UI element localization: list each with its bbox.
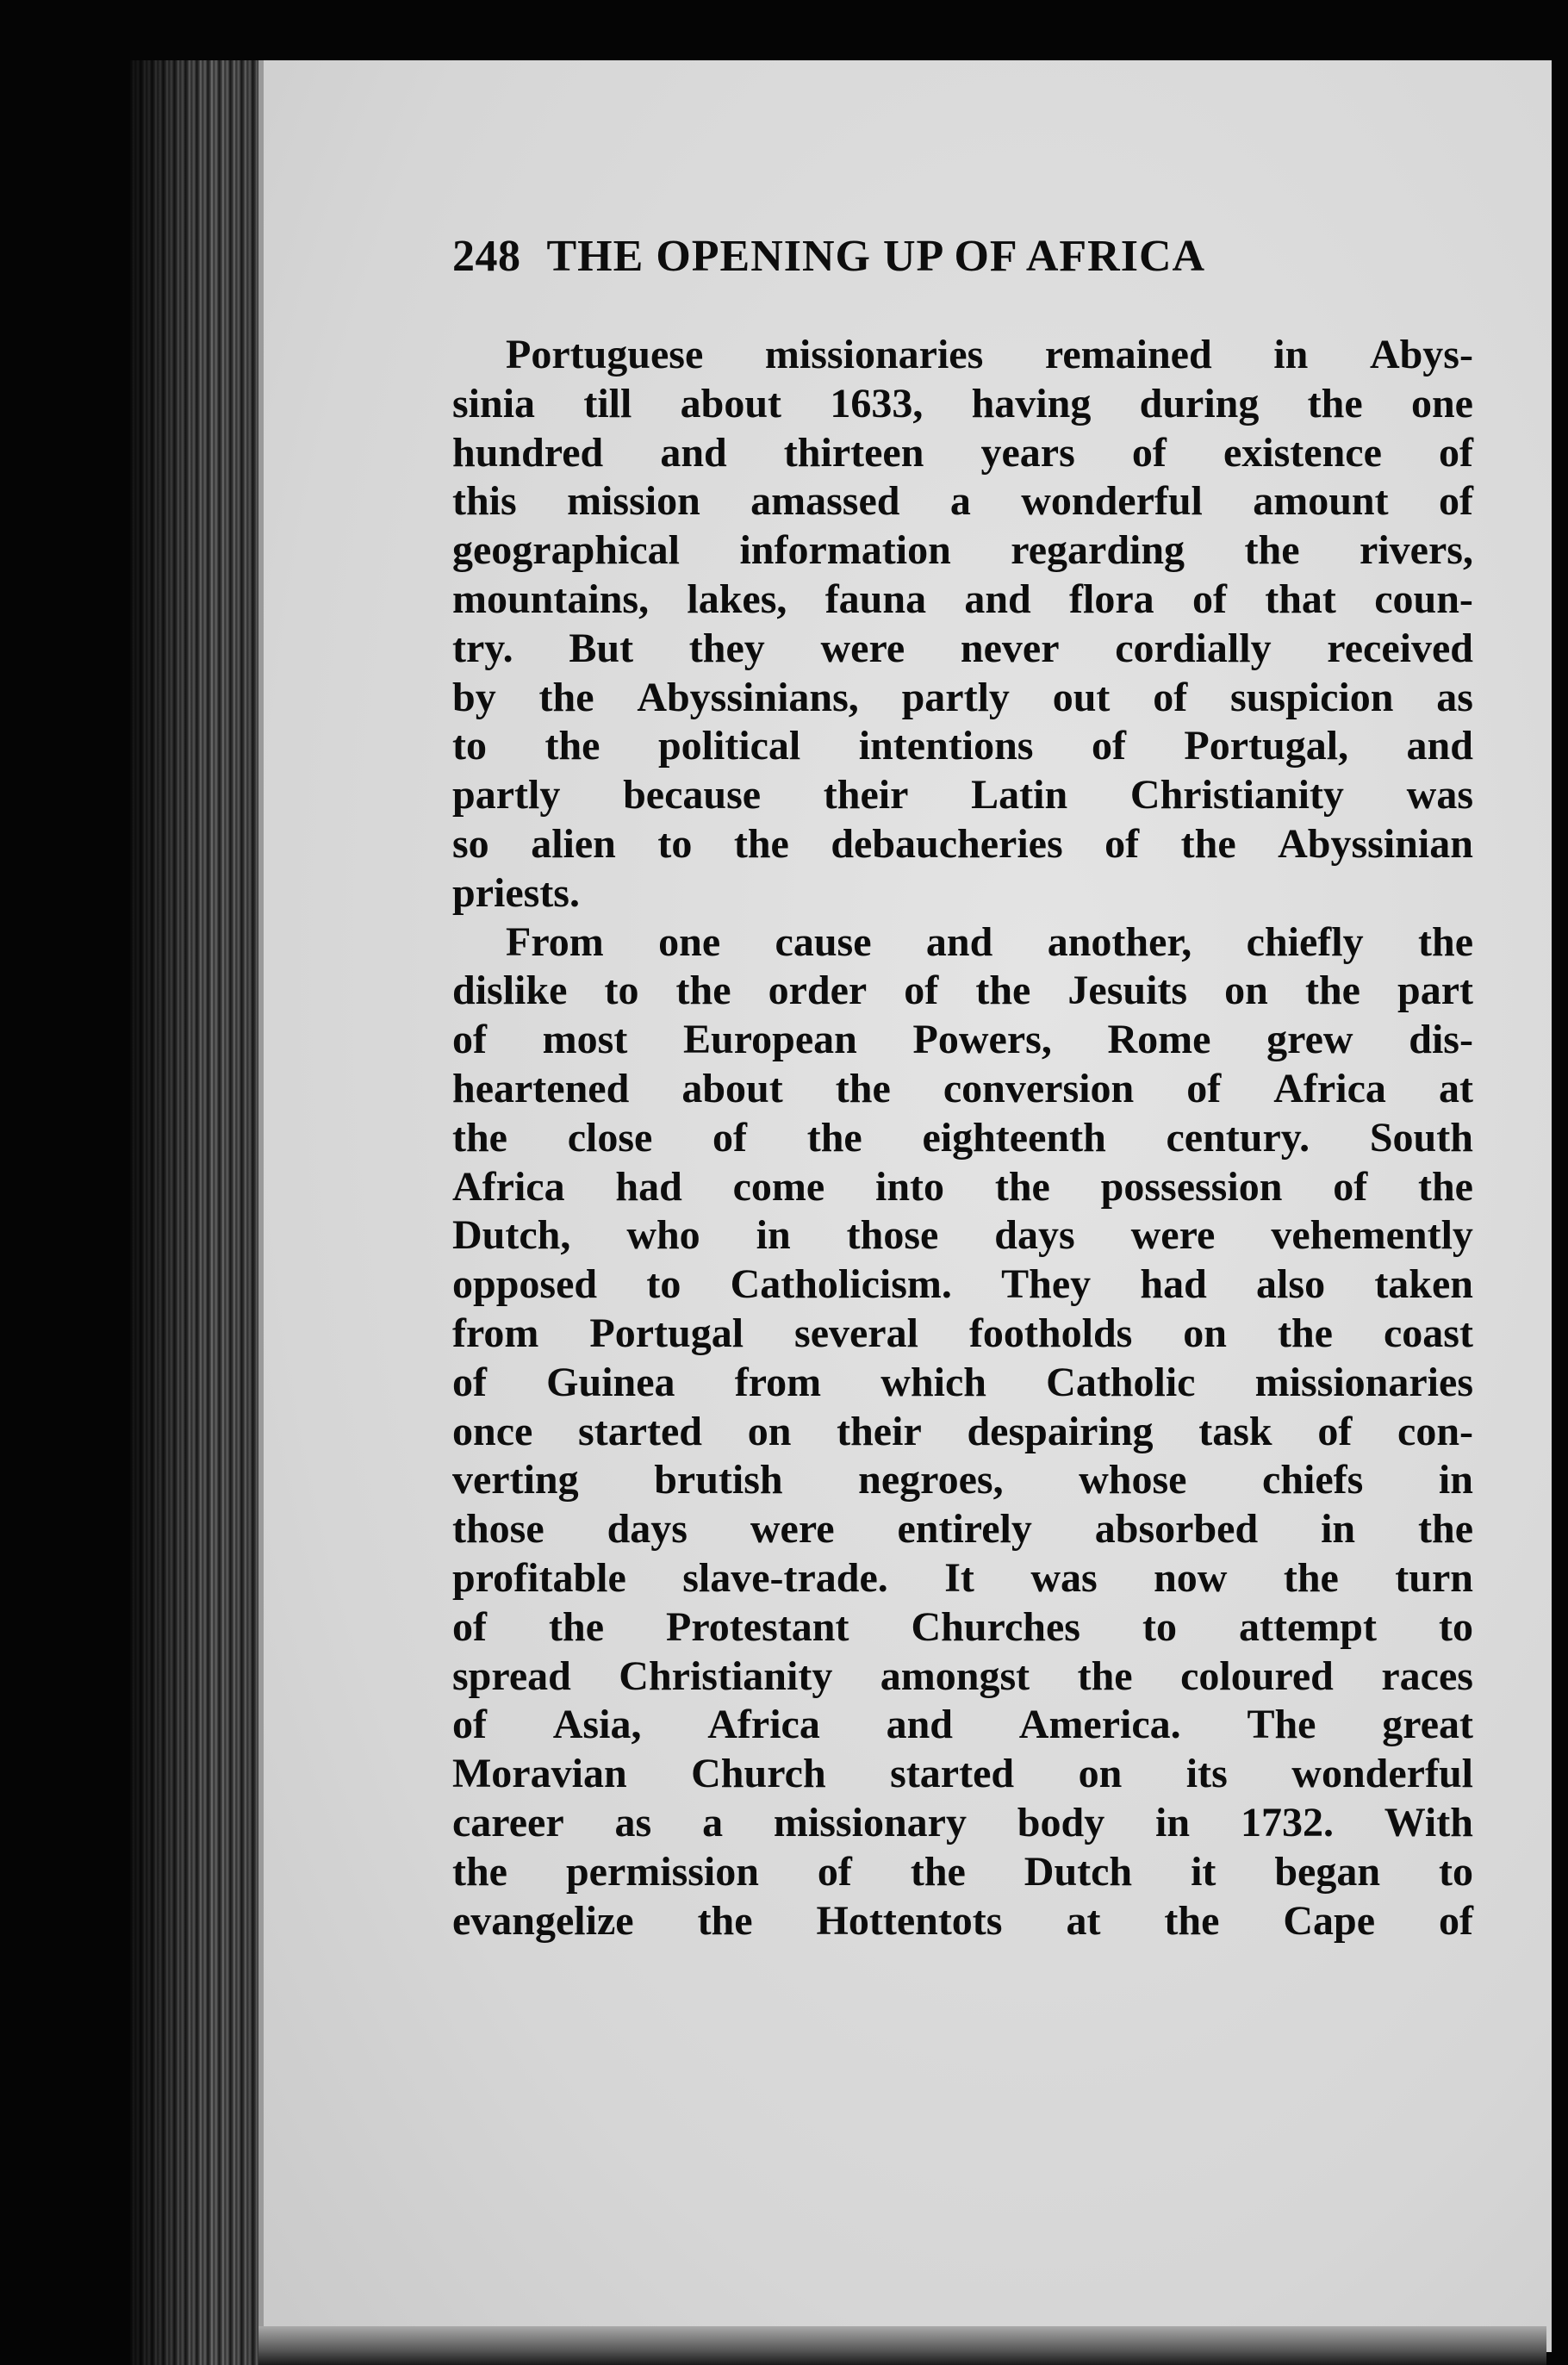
text-line: the permission of the Dutch it began to [452, 1848, 1473, 1895]
text-line: opposed to Catholicism. They had also taken [452, 1261, 1473, 1308]
running-title: THE OPENING UP OF AFRICA [546, 232, 1206, 281]
text-line: of the Protestant Churches to attempt to [452, 1603, 1473, 1650]
page-text-block [452, 222, 1473, 1945]
text-line: of Asia, Africa and America. The great [452, 1702, 1473, 1748]
text-line: Dutch, who in those days were vehemently [452, 1212, 1473, 1259]
binding-shadow [129, 60, 267, 2365]
text-line: once started on their despairing task of con- [452, 1408, 1473, 1454]
text-line: the close of the eighteenth century. South [452, 1114, 1473, 1161]
text-line: spread Christianity amongst the coloured races [452, 1652, 1473, 1699]
text-line: sinia till about 1633, having during the one [452, 380, 1473, 426]
body-text [452, 331, 1473, 1945]
page-bottom-edge [258, 2326, 1546, 2365]
text-line: this mission amassed a wonderful amount of [452, 478, 1473, 525]
text-line: Portuguese missionaries remained in Abys- [506, 332, 1473, 377]
text-line: heartened about the conversion of Africa at [452, 1065, 1473, 1111]
text-line: to the political intentions of Portugal, and [452, 723, 1473, 769]
text-line: of most European Powers, Rome grew dis- [452, 1017, 1473, 1063]
text-line: from Portugal several footholds on the coast [452, 1310, 1473, 1356]
text-line: From one cause and another, chiefly the [506, 918, 1473, 965]
text-line: so alien to the debaucheries of the Abyssinian [452, 820, 1473, 867]
text-line: mountains, lakes, fauna and flora of that coun- [452, 576, 1473, 622]
text-line: of Guinea from which Catholic missionaries [452, 1359, 1473, 1405]
text-line: by the Abyssinians, partly out of suspicion as [452, 674, 1473, 720]
text-line: evangelize the Hottentots at the Cape of [452, 1897, 1473, 1944]
running-head [452, 222, 1473, 291]
paragraph [452, 331, 1473, 918]
text-line: try. But they were never cordially received [452, 625, 1473, 671]
text-line: those days were entirely absorbed in the [452, 1506, 1473, 1553]
text-line: career as a missionary body in 1732. With [452, 1799, 1473, 1845]
text-line: geographical information regarding the rivers, [452, 527, 1473, 574]
text-line: verting brutish negroes, whose chiefs in [452, 1457, 1473, 1503]
text-line: dislike to the order of the Jesuits on the part [452, 968, 1473, 1014]
page-number: 248 [452, 232, 521, 281]
text-line: Africa had come into the possession of the [452, 1163, 1473, 1210]
text-line: profitable slave-trade. It was now the turn [452, 1554, 1473, 1601]
text-line: priests. [452, 869, 580, 916]
text-line: partly because their Latin Christianity was [452, 772, 1473, 818]
text-line: Moravian Church started on its wonderful [452, 1751, 1473, 1797]
paragraph [452, 918, 1473, 1946]
text-line: hundred and thirteen years of existence of [452, 429, 1473, 476]
